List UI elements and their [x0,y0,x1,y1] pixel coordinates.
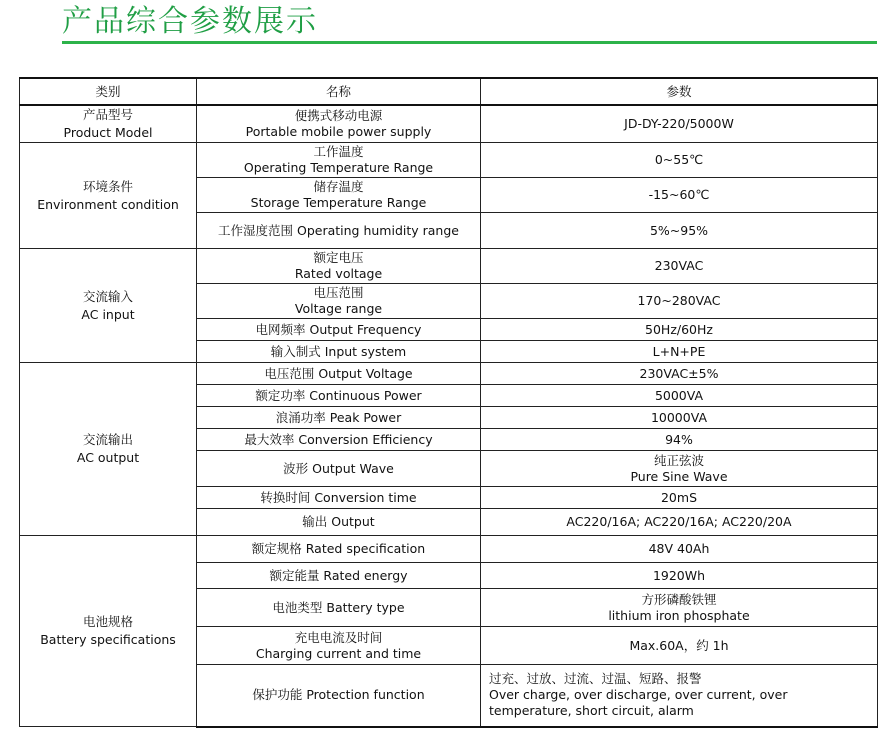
category-cell-battery [20,536,197,727]
name-zh: 额定电压 [313,250,364,265]
table-header-row [20,78,878,105]
category-en: AC output [76,450,140,465]
value-cell [481,341,878,363]
value-en-line-1: Over charge, over discharge, over current, over [489,687,788,703]
value-en: lithium iron phosphate [608,607,750,623]
title-underline [62,41,877,44]
value-cell [481,407,878,429]
value-cell [481,665,878,727]
value-text: 170~280VAC [637,293,721,308]
category-zh: 交流输入 [82,288,133,304]
header-value: 参数 [481,78,878,105]
value-text: Max.60A，约 1h [629,637,729,653]
value-cell [481,213,878,249]
category-cell-ac-output [20,363,197,536]
table-row [20,105,878,143]
name-text: 电池类型 Battery type [272,599,405,615]
name-cell [197,429,481,451]
name-en: Voltage range [294,301,383,316]
value-cell [481,143,878,178]
header-name: 名称 [197,78,481,105]
value-cell [481,536,878,563]
value-cell [481,105,878,143]
name-cell [197,213,481,249]
name-zh: 充电电流及时间 [294,629,383,645]
name-cell [197,341,481,363]
value-text: 1920Wh [652,567,706,583]
value-cell [481,509,878,536]
value-text: 48V 40Ah [648,541,710,556]
name-cell [197,143,481,178]
table-row [20,363,878,385]
category-en: Battery specifications [40,632,176,647]
value-text: 230VAC±5% [639,365,719,381]
value-cell [481,284,878,319]
name-text: 转换时间 Conversion time [260,489,417,505]
name-text: 波形 Output Wave [283,460,394,476]
name-text: 输出 Output [302,514,375,529]
category-zh: 产品型号 [82,107,133,122]
value-zh: 方形磷酸铁锂 [641,591,717,607]
name-cell [197,319,481,341]
name-text: 最大效率 Conversion Efficiency [244,431,433,447]
category-en: Environment condition [37,196,179,212]
name-cell [197,284,481,319]
name-cell [197,249,481,284]
value-text: 10000VA [650,409,708,425]
name-text: 工作湿度范围 Operating humidity range [218,222,459,238]
name-zh: 工作温度 [313,144,364,159]
value-cell [481,363,878,385]
category-cell-environment [20,143,197,249]
name-cell [197,627,481,665]
value-cell [481,451,878,487]
category-en: Product Model [63,125,153,140]
name-en: Charging current and time [255,645,422,661]
value-text: 0~55℃ [654,152,704,167]
name-en: Portable mobile power supply [245,124,432,139]
value-en: Pure Sine Wave [630,468,728,484]
name-cell [197,665,481,727]
name-text: 额定功率 Continuous Power [255,387,422,403]
name-text: 电压范围 Output Voltage [264,365,413,381]
table-row [20,143,878,178]
value-cell [481,249,878,284]
value-text: AC220/16A; AC220/16A; AC220/20A [566,514,792,529]
table-row [20,249,878,284]
name-zh: 电压范围 [313,285,364,300]
table-row [20,536,878,563]
value-cell [481,627,878,665]
name-en: Storage Temperature Range [250,195,427,210]
spec-table [19,77,878,728]
name-cell [197,451,481,487]
value-text: 94% [665,431,693,447]
name-cell [197,363,481,385]
value-en-line-2: temperature, short circuit, alarm [489,703,694,719]
category-cell-ac-input [20,249,197,363]
name-text: 保护功能 Protection function [252,687,425,703]
category-zh: 电池规格 [82,614,133,629]
value-cell [481,319,878,341]
header-category: 类别 [20,78,197,105]
category-zh: 交流输出 [82,432,133,447]
name-cell [197,407,481,429]
value-text: 20mS [660,489,698,505]
name-cell [197,589,481,627]
value-zh: 纯正弦波 [653,452,704,468]
value-text: 230VAC [654,258,704,273]
category-zh: 环境条件 [82,178,133,194]
value-cell [481,487,878,509]
value-text: L+N+PE [652,343,706,359]
value-cell [481,429,878,451]
name-text: 电网频率 Output Frequency [255,321,422,337]
category-en: AC input [81,306,135,322]
page-title: 产品综合参数展示 [62,4,318,39]
name-text: 浪涌功率 Peak Power [275,409,402,425]
name-zh: 储存温度 [313,179,364,194]
name-cell [197,536,481,563]
name-cell [197,563,481,589]
value-text: 5%~95% [649,222,709,238]
value-cell [481,385,878,407]
name-cell [197,487,481,509]
value-cell [481,589,878,627]
name-en: Rated voltage [294,266,383,281]
value-text: 50Hz/60Hz [645,321,713,337]
name-text: 额定能量 Rated energy [269,567,408,583]
name-text: 输入制式 Input system [270,343,407,359]
value-text: 5000VA [654,387,704,403]
value-text: -15~60℃ [648,187,710,202]
value-cell [481,563,878,589]
category-cell-product-model [20,105,197,143]
value-text: JD-DY-220/5000W [624,116,734,131]
name-cell [197,385,481,407]
value-cell [481,178,878,213]
name-cell [197,105,481,143]
name-cell [197,509,481,536]
name-zh: 便携式移动电源 [294,108,383,123]
name-en: Operating Temperature Range [243,160,434,175]
name-cell [197,178,481,213]
name-text: 额定规格 Rated specification [251,541,426,556]
value-zh: 过充、过放、过流、过温、短路、报警 [489,671,702,687]
